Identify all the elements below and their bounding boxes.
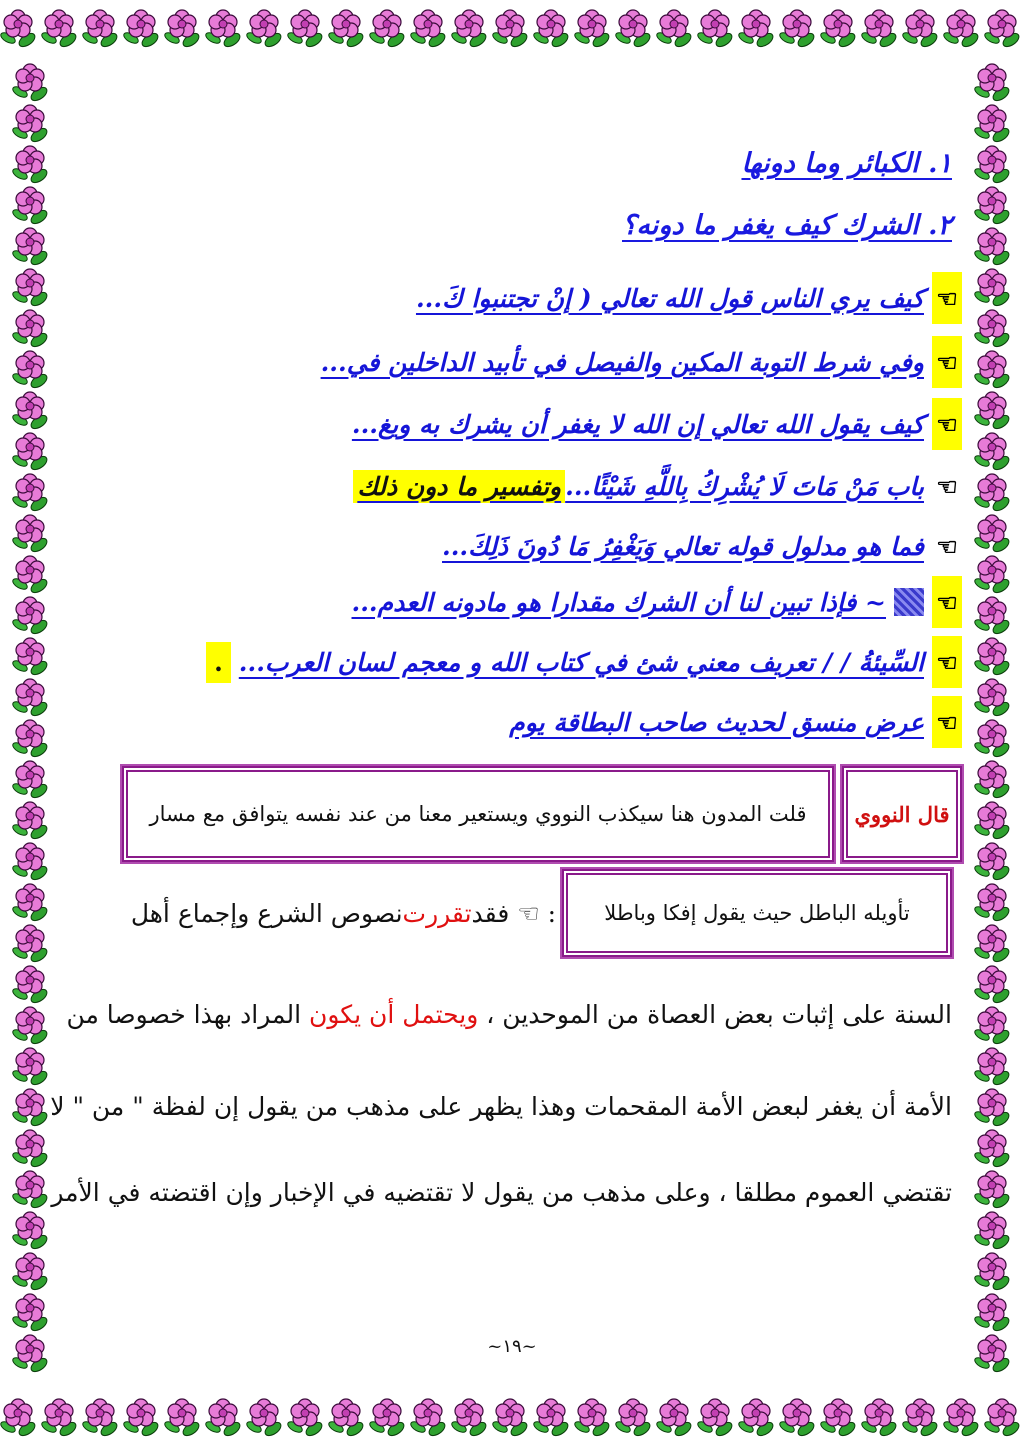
paragraph-line-1: [80, 868, 952, 958]
pointing-hand-icon: ☜: [932, 636, 962, 688]
heading-1[interactable]: ١. الكبائر وما دونها: [741, 148, 952, 179]
box-text: تأويله الباطل حيث يقول إفكا وباطلا: [604, 901, 910, 925]
pointing-hand-icon: ☜: [932, 272, 962, 324]
bullet-link-text[interactable]: وفي شرط التوبة المكين والفيصل في تأبيد الداخلين في...: [320, 347, 924, 377]
flower-pattern-icon: [0, 1389, 1024, 1449]
quote-box: [562, 869, 952, 957]
bullet-link-text[interactable]: فما هو مدلول قوله تعالي وَيَغْفِرُ مَا دُونَ ذَلِكَ...: [442, 531, 924, 561]
highlighted-phrase: وتفسير ما دون ذلك: [353, 470, 565, 503]
pointing-hand-icon: ☜: [932, 460, 962, 512]
flower-pattern-icon: [962, 60, 1024, 1389]
document-page: [50, 60, 962, 1389]
blogger-comment-box: [122, 766, 834, 862]
pointing-hand-icon: ☜: [932, 520, 962, 572]
qal-nawawi-box: [842, 766, 962, 862]
bullet-link-5[interactable]: [442, 520, 962, 572]
page-number: ~١٩~: [487, 1336, 537, 1357]
box-text: قلت المدون هنا سيكذب النووي ويستعير معنا من عند نفسه يتوافق مع مسار: [149, 802, 807, 826]
bullet-link-1[interactable]: [416, 272, 962, 324]
text-segment: : ☜ فقد: [471, 898, 556, 928]
pointing-hand-icon: ☜: [932, 576, 962, 628]
paragraph-line-3: الأمة أن يغفر لبعض الأمة المقحمات وهذا يظهر على مذهب من يقول إن لفظة " من " لا: [50, 1092, 952, 1121]
bullet-link-2[interactable]: [321, 336, 962, 388]
pointing-hand-icon: ☜: [932, 696, 962, 748]
paragraph-line-2: [66, 1000, 952, 1029]
bullet-link-text[interactable]: ~ فإذا تبين لنا أن الشرك مقدارا هو مادونه العدم...: [351, 587, 886, 617]
bullet-link-6[interactable]: [352, 576, 963, 628]
flower-pattern-icon: [0, 0, 1024, 60]
bullet-link-text[interactable]: كيف يقول الله تعالي إن الله لا يغفر أن يشرك به ويغ...: [351, 409, 924, 439]
text-segment: السنة على إثبات بعض العصاة من الموحدين ،: [478, 1000, 952, 1029]
heading-2[interactable]: ٢. الشرك كيف يغفر ما دونه؟: [622, 210, 952, 241]
bullet-link-3[interactable]: [352, 398, 962, 450]
floral-border-bottom: [0, 1389, 1024, 1449]
pointing-hand-icon: ☜: [932, 398, 962, 450]
bullet-link-text[interactable]: كيف يري الناس قول الله تعالي ( إنْ تجتنبوا كَ...: [415, 283, 924, 313]
box-label: قال النووي: [854, 801, 950, 827]
checker-square-icon: [894, 588, 924, 616]
red-text: تقررت: [402, 898, 472, 928]
text-segment: المراد بهذا خصوصا من: [66, 1000, 309, 1029]
pointing-hand-icon: ☜: [932, 336, 962, 388]
floral-border-top: [0, 0, 1024, 60]
bullet-link-text[interactable]: السِّيئةُ / / تعريف معني شئ في كتاب الله و معجم لسان العرب...: [238, 647, 924, 677]
trailing-dot: .: [206, 642, 231, 683]
bullet-link-8[interactable]: [509, 696, 962, 748]
bullet-link-text[interactable]: عرض منسق لحديث صاحب البطاقة يوم: [509, 707, 924, 737]
paragraph-line-4: تقتضي العموم مطلقا ، وعلى مذهب من يقول لا تقتضيه في الإخبار وإن اقتضته في الأمر: [51, 1178, 952, 1207]
red-text: ويحتمل أن يكون: [308, 1000, 479, 1029]
text-segment: نصوص الشرع وإجماع أهل: [130, 898, 403, 928]
bullet-link-text[interactable]: باب مَنْ مَاتَ لَا يُشْرِكُ بِاللَّهِ شَيْئًا...وتفسير ما دون ذلك: [353, 472, 924, 501]
floral-border-right: [962, 60, 1024, 1389]
bullet-link-4[interactable]: [353, 460, 962, 512]
bullet-link-7[interactable]: [206, 636, 962, 688]
